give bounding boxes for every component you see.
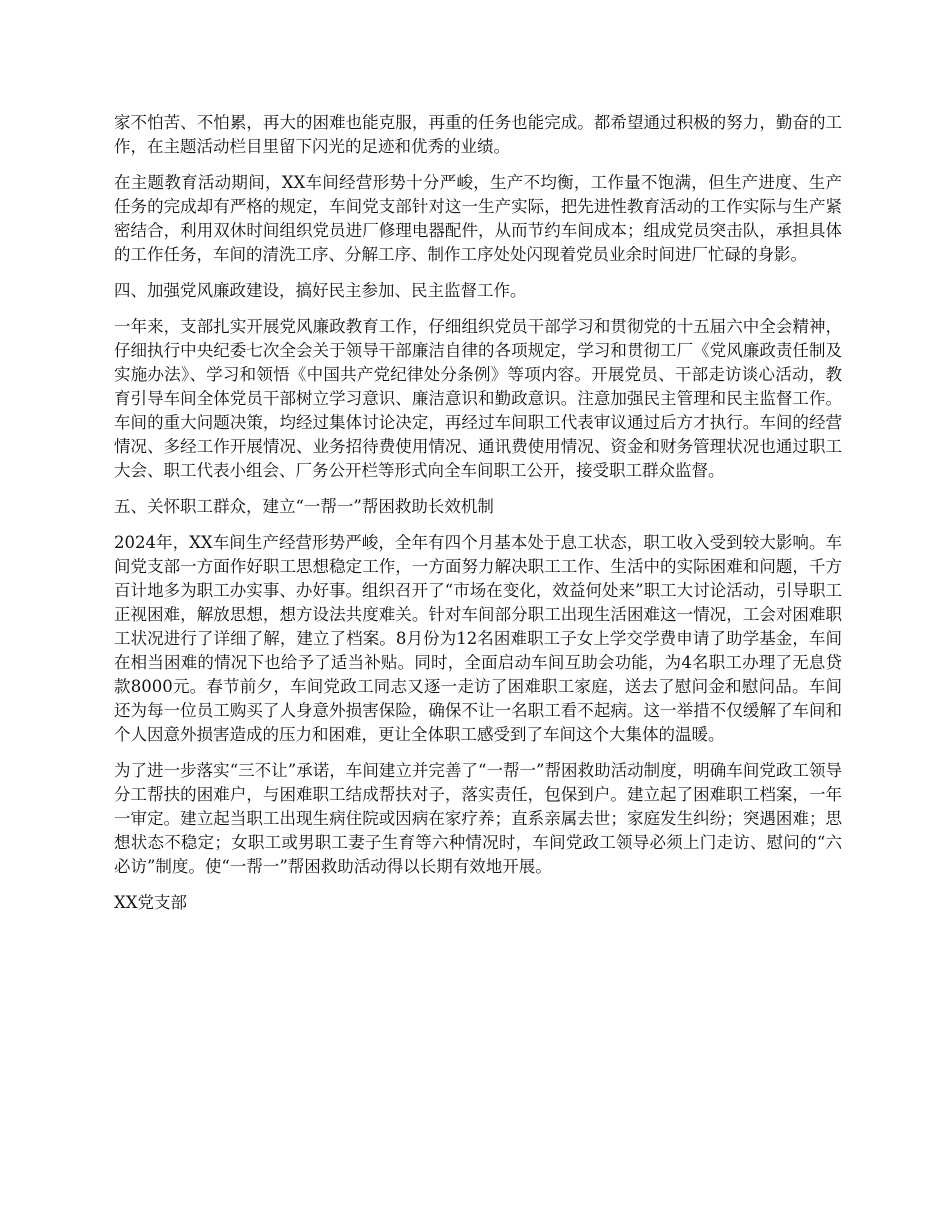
document-body — [114, 111, 842, 915]
paragraph-one-help-one: 为了进一步落实“三不让”承诺，车间建立并完善了“一帮一”帮困救助活动制度，明确车间党政工领导分工帮扶的困难户，与困难职工结成帮扶对子，落实责任，包保到户。建立起了困难职工档案，一年一审定。建立起当职工出现生病住院或因病在家疗养；直系亲属去世；家庭发生纠纷；突遇困难；思想状态不稳定；女职工或男职工妻子生育等六种情况时，车间党政工领导必须上门走访、慰问的“六必访”制度。使“一帮一”帮困救助活动得以长期有效地开展。 — [114, 761, 842, 876]
paragraph-worker-care: 2024年，XX车间生产经营形势严峻，全年有四个月基本处于息工状态，职工收入受到较大影响。车间党支部一方面作好职工思想稳定工作，一方面努力解决职工工作、生活中的实际困难和问题，千方百计地多为职工办实事、办好事。组织召开了“市场在变化，效益何处来”职工大讨论活动，引导职工正视困难，解放思想，想方设法共度难关。针对车间部分职工出现生活困难这一情况，工会对困难职工状况进行了详细了解，建立了档案。8月份为12名困难职工子女上学交学费申请了助学基金，车间在相当困难的情况下也给予了适当补贴。同时，全面启动车间互助会功能，为4名职工办理了无息贷款8000元。春节前夕，车间党政工同志又逐一走访了困难职工家庭，送去了慰问金和慰问品。车间还为每一位员工购买了人身意外损害保险，确保不让一名职工看不起病。这一举措不仅缓解了车间和个人因意外损害造成的压力和困难，更让全体职工感受到了车间这个大集体的温暖。 — [114, 533, 842, 744]
paragraph-integrity-work: 一年来，支部扎实开展党风廉政教育工作，仔细组织党员干部学习和贯彻党的十五届六中全会精神，仔细执行中央纪委七次全会关于领导干部廉洁自律的各项规定，学习和贯彻工厂《党风廉政责任制及实施办法》、学习和领悟《中国共产党纪律处分条例》等项内容。开展党员、干部走访谈心活动，教育引导车间全体党员干部树立学习意识、廉洁意识和勤政意识。注意加强民主管理和民主监督工作。车间的重大问题决策，均经过集体讨论决定，再经过车间职工代表审议通过后方才执行。车间的经营情况、多经工作开展情况、业务招待费使用情况、通讯费使用情况、资金和财务管理状况也通过职工大会、职工代表小组会、厂务公开栏等形式向全车间职工公开，接受职工群众监督。 — [114, 317, 842, 480]
section-heading-5: 五、关怀职工群众，建立“一帮一”帮困救助长效机制 — [114, 497, 494, 516]
section-heading-4: 四、加强党风廉政建设，搞好民主参加、民主监督工作。 — [114, 281, 527, 300]
paragraph-intro-continuation: 家不怕苦、不怕累，再大的困难也能克服，再重的任务也能完成。都希望通过积极的努力，勤奋的工作，在主题活动栏目里留下闪光的足迹和优秀的业绩。 — [114, 113, 842, 156]
paragraph-theme-education: 在主题教育活动期间，XX车间经营形势十分严峻，生产不均衡，工作量不饱满，但生产进度、生产任务的完成却有严格的规定，车间党支部针对这一生产实际，把先进性教育活动的工作实际与生产紧密结合，利用双休时间组织党员进厂修理电器配件，从而节约车间成本；组成党员突击队，承担具体的工作任务，车间的清洗工序、分解工序、制作工序处处闪现着党员业余时间进厂忙碌的身影。 — [114, 173, 842, 264]
signature-party-branch: XX党支部 — [114, 893, 187, 912]
